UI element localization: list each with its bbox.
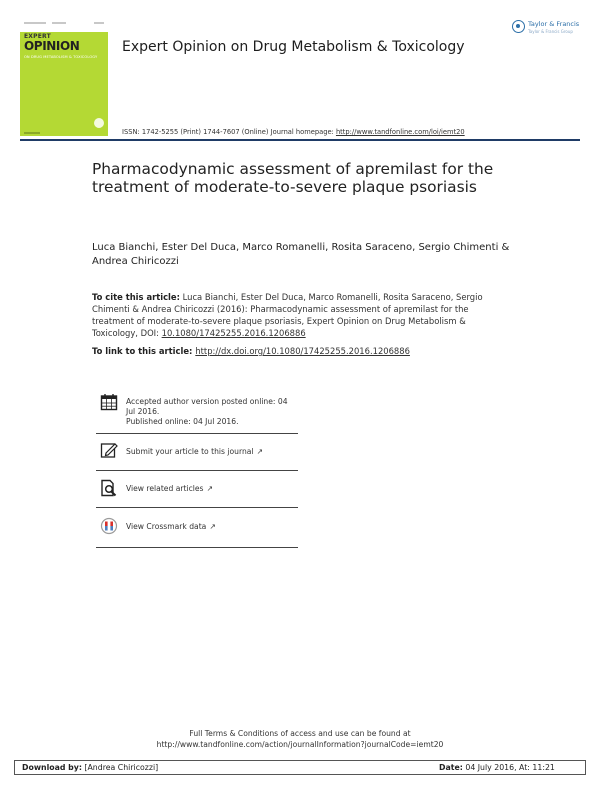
calendar-icon	[100, 393, 118, 411]
article-link-line	[92, 346, 410, 356]
journal-homepage-link[interactable]: http://www.tandfonline.com/loi/iemt20	[335, 128, 465, 136]
cover-expert: EXPERT	[24, 33, 51, 40]
cite-label: To cite this article:	[92, 292, 180, 302]
crossmark-icon	[100, 517, 118, 535]
published-date: Published online: 04 Jul 2016.	[126, 417, 239, 426]
crossmark-link[interactable]: View Crossmark data	[126, 522, 207, 531]
accepted-date: Accepted author version posted online: 04 Jul 2016.	[126, 397, 288, 416]
publisher-tagline: Taylor & Francis Group	[528, 29, 573, 34]
pencil-icon	[100, 441, 118, 459]
publisher-logo[interactable]	[512, 17, 584, 39]
downloaded-by-label: Download by:	[22, 763, 82, 772]
terms-line-1: Full Terms & Conditions of access and use can be found at	[189, 729, 411, 738]
article-info-rows	[96, 387, 298, 548]
terms-url-link[interactable]: http://www.tandfonline.com/action/journalInformation?journalCode=iemt20	[156, 740, 444, 749]
related-articles-link[interactable]: View related articles	[126, 484, 204, 493]
submit-article-link[interactable]: Submit your article to this journal	[126, 447, 254, 456]
cover-header-strip	[20, 18, 108, 32]
header-divider	[20, 139, 580, 141]
related-articles-row[interactable]	[96, 471, 298, 508]
link-label: To link to this article:	[92, 346, 196, 356]
journal-title: Expert Opinion on Drug Metabolism & Toxicology	[122, 39, 465, 55]
publisher-name: Taylor & Francis	[528, 20, 580, 28]
issn-text: ISSN: 1742-5255 (Print) 1744-7607 (Online) Journal homepage:	[122, 128, 336, 136]
publication-dates-row	[96, 387, 298, 434]
terms-notice	[0, 728, 600, 750]
cover-subtitle: ON DRUG METABOLISM & TOXICOLOGY	[24, 55, 98, 59]
citation	[92, 291, 512, 339]
cover-opinion: OPINION	[24, 39, 80, 53]
cover-line	[24, 132, 40, 134]
crossmark-row[interactable]	[96, 508, 298, 548]
article-title: Pharmacodynamic assessment of apremilast for the treatment of moderate-to-severe plaque psoriasis	[92, 160, 494, 196]
external-link-icon: ↗	[206, 484, 213, 493]
downloaded-by-value: [Andrea Chiricozzi]	[81, 763, 159, 772]
article-authors: Luca Bianchi, Ester Del Duca, Marco Romanelli, Rosita Saraceno, Sergio Chimenti & Andrea Chiricozzi	[92, 242, 510, 267]
download-date-label: Date:	[439, 763, 463, 772]
external-link-icon: ↗	[209, 522, 216, 531]
submit-article-row[interactable]	[96, 434, 298, 471]
download-date	[439, 763, 555, 772]
cite-text: Luca Bianchi, Ester Del Duca, Marco Romanelli, Rosita Saraceno, Sergio Chimenti & Andrea Chiricozzi (2016): Pharmacodynamic assessment of apremilast for the treatment of moderate-to-severe plaque psoriasis, Expert Opinion on Drug Metabolism & Toxicology, DOI:	[92, 292, 483, 338]
external-link-icon: ↗	[256, 447, 263, 456]
download-date-value: 04 July 2016, At: 11:21	[462, 763, 555, 772]
downloaded-by	[22, 763, 158, 772]
related-articles-icon	[100, 479, 118, 497]
publisher-logo-icon	[512, 20, 525, 33]
article-url-link[interactable]: http://dx.doi.org/10.1080/17425255.2016.1206886	[195, 346, 410, 356]
download-info-box	[14, 760, 586, 775]
issn-line	[122, 128, 465, 136]
journal-cover	[20, 18, 108, 136]
cover-logo-icon	[94, 118, 104, 128]
doi-link[interactable]: 10.1080/17425255.2016.1206886	[161, 328, 306, 338]
